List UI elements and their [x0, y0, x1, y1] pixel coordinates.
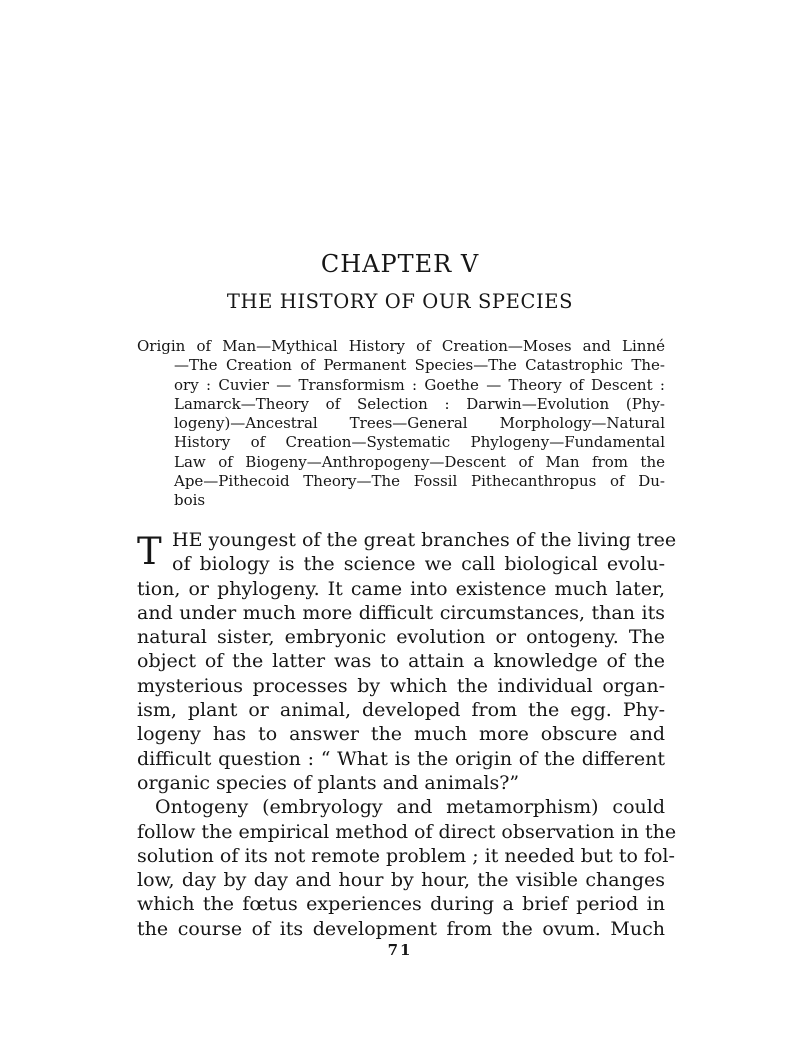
body-line: HE youngest of the great branches of the living tree [172, 529, 677, 551]
body-line: of biology is the science we call biological evolu- [172, 553, 665, 576]
body-line: Ontogeny (embryology and metamorphism) could [155, 796, 665, 819]
synopsis-line: bois [174, 491, 206, 510]
body-line: which the fœtus experiences during a brief period in [137, 893, 665, 916]
body-line: difficult question : “ What is the origin of the different [137, 747, 665, 770]
body-text [137, 528, 677, 941]
body-line: mysterious processes by which the individual organ- [137, 674, 665, 697]
chapter-synopsis [137, 337, 665, 511]
body-line: follow the empirical method of direct observation in the [137, 820, 677, 843]
synopsis-line: Ape—Pithecoid Theory—The Fossil Pithecanthropus of Du- [174, 472, 665, 491]
chapter-title: THE HISTORY OF OUR SPECIES [226, 290, 574, 313]
synopsis-line: History of Creation—Systematic Phylogeny—Fundamental [174, 433, 665, 452]
body-line: tion, or phylogeny. It came into existence much later, [137, 577, 665, 600]
body-line: natural sister, embryonic evolution or ontogeny. The [137, 626, 665, 649]
body-line: and under much more difficult circumstances, than its [137, 601, 665, 624]
body-line: low, day by day and hour by hour, the visible changes [137, 869, 665, 892]
body-line: object of the latter was to attain a knowledge of the [137, 650, 665, 673]
synopsis-line: Origin of Man—Mythical History of Creation—Moses and Linné [137, 337, 665, 355]
page-number: 71 [387, 941, 413, 959]
synopsis-line: logeny)—Ancestral Trees—General Morphology—Natural [174, 414, 665, 433]
chapter-number: CHAPTER V [320, 250, 480, 278]
synopsis-line: ory : Cuvier — Transformism : Goethe — Theory of Descent : [174, 375, 665, 394]
body-line: organic species of plants and animals?” [137, 771, 520, 794]
body-line: ism, plant or animal, developed from the egg. Phy- [137, 699, 665, 722]
body-line: the course of its development from the ovum. Much [137, 917, 665, 940]
drop-cap: T [137, 530, 162, 573]
synopsis-line: —The Creation of Permanent Species—The Catastrophic The- [174, 356, 665, 375]
synopsis-line: Law of Biogeny—Anthropogeny—Descent of Man from the [174, 452, 665, 471]
body-line: solution of its not remote problem ; it needed but to fol- [137, 844, 675, 867]
body-line: logeny has to answer the much more obscure and [137, 723, 665, 746]
synopsis-line: Lamarck—Theory of Selection : Darwin—Evolution (Phy- [174, 394, 665, 413]
